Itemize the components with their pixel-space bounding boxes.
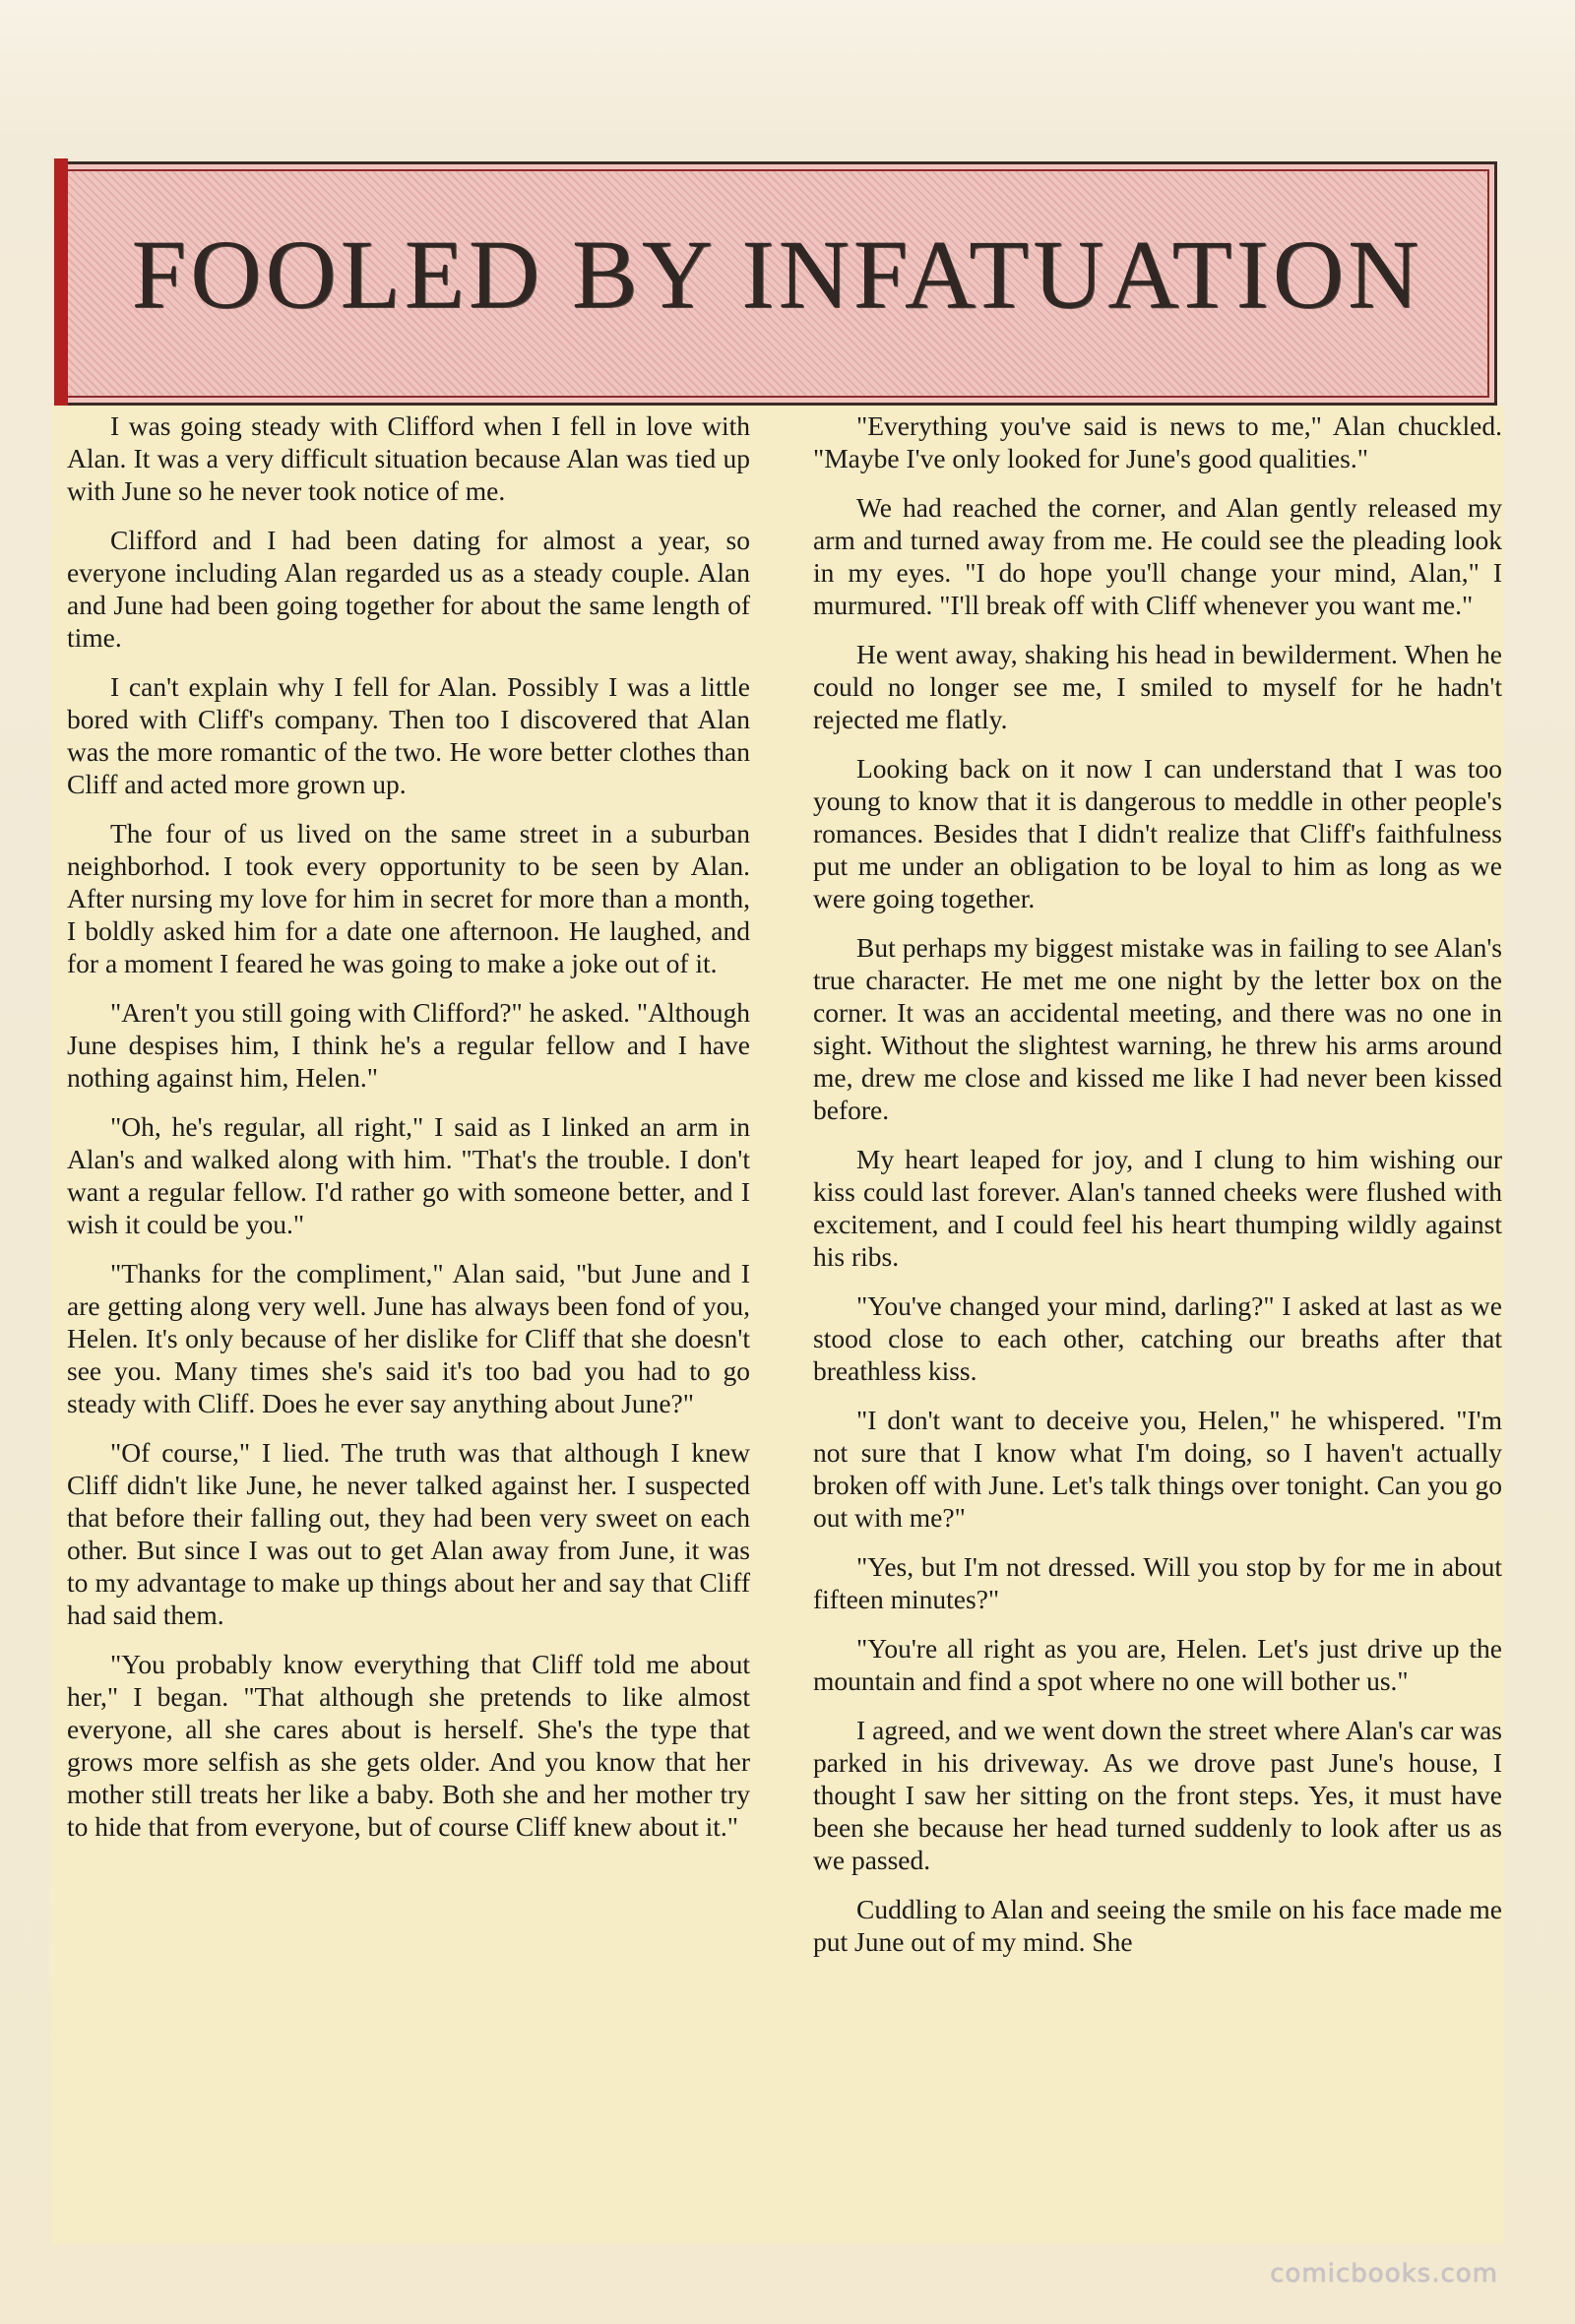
paragraph: I agreed, and we went down the street where Alan's car was parked in his driveway. As we drove past June's house, I thought I saw her sitting on the front steps. Yes, it must have been she because her head turned suddenly to look after us as we passed. bbox=[813, 1715, 1502, 1875]
paragraph: The four of us lived on the same street in a suburban neighborhod. I took every opportunity to be seen by Alan. After nursing my love for him in secret for more than a month, I boldly asked him for a date one afternoon. He laughed, and for a moment I feared he was going to make a joke out of it. bbox=[67, 818, 750, 978]
paragraph: Cuddling to Alan and seeing the smile on his face made me put June out of my mind. She bbox=[813, 1894, 1502, 1957]
story-title: FOOLED BY INFATUATION bbox=[131, 220, 1423, 329]
paragraph: "You probably know everything that Cliff told me about her," I began. "That although she pretends to like almost everyone, all she cares about is herself. She's the type that grows more selfish as she gets older. And you know that her mother still treats her like a baby. Both she and her mother try to hide that from everyone, but of course Cliff knew about it." bbox=[67, 1649, 750, 1842]
paragraph: "You've changed your mind, darling?" I asked at last as we stood close to each other, catching our breaths after that breathless kiss. bbox=[813, 1290, 1502, 1386]
paragraph: "Of course," I lied. The truth was that although I knew Cliff didn't like June, he never talked against her. I suspected that before their falling out, they had been very sweet on each other. But since I was out to get Alan away from June, it was to my advantage to make up things about her and say that Cliff had said them. bbox=[67, 1437, 750, 1630]
paragraph: Clifford and I had been dating for almost a year, so everyone including Alan regarded us as a steady couple. Alan and June had been going together for about the same length of time. bbox=[67, 525, 750, 653]
paragraph: "Aren't you still going with Clifford?" he asked. "Although June despises him, I think he's a regular fellow and I have nothing against him, Helen." bbox=[67, 997, 750, 1093]
title-banner bbox=[57, 161, 1497, 406]
paragraph: Looking back on it now I can understand that I was too young to know that it is dangerous to meddle in other people's romances. Besides that I didn't realize that Cliff's faithfulness put me under an obligation to be loyal to him as long as we were going together. bbox=[813, 753, 1502, 913]
paragraph: But perhaps my biggest mistake was in failing to see Alan's true character. He met me one night by the letter box on the corner. It was an accidental meeting, and there was no one in sight. Without the slightest warning, he threw his arms around me, drew me close and kissed me like I had never been kissed before. bbox=[813, 932, 1502, 1125]
paragraph: "I don't want to deceive you, Helen," he whispered. "I'm not sure that I know what I'm doing, so I haven't actually broken off with June. Let's talk things over tonight. Can you go out with me?" bbox=[813, 1405, 1502, 1533]
left-column bbox=[67, 409, 750, 1859]
paragraph: "Thanks for the compliment," Alan said, "but June and I are getting along very well. June has always been fond of you, Helen. It's only because of her dislike for Cliff that she doesn't see you. Many times she's said it's too bad you had to go steady with Cliff. Does he ever say anything about June?" bbox=[67, 1258, 750, 1418]
paragraph: "Oh, he's regular, all right," I said as I linked an arm in Alan's and walked along with him. "That's the trouble. I don't want a regular fellow. I'd rather go with someone better, and I wish it could be you." bbox=[67, 1111, 750, 1239]
paragraph: "You're all right as you are, Helen. Let's just drive up the mountain and find a spot where no one will bother us." bbox=[813, 1633, 1502, 1696]
right-column bbox=[813, 409, 1502, 1975]
paragraph: "Everything you've said is news to me," Alan chuckled. "Maybe I've only looked for June's good qualities." bbox=[813, 410, 1502, 473]
paragraph: We had reached the corner, and Alan gently released my arm and turned away from me. He could see the pleading look in my eyes. "I do hope you'll change your mind, Alan," I murmured. "I'll break off with Cliff whenever you want me." bbox=[813, 492, 1502, 620]
paragraph: I was going steady with Clifford when I fell in love with Alan. It was a very difficult situation because Alan was tied up with June so he never took notice of me. bbox=[67, 410, 750, 506]
paragraph: I can't explain why I fell for Alan. Possibly I was a little bored with Cliff's company. Then too I discovered that Alan was the more romantic of the two. He wore better clothes than Cliff and acted more grown up. bbox=[67, 671, 750, 799]
paragraph: My heart leaped for joy, and I clung to him wishing our kiss could last forever. Alan's tanned cheeks were flushed with excitement, and I could feel his heart thumping wildly against his ribs. bbox=[813, 1144, 1502, 1272]
paragraph: He went away, shaking his head in bewilderment. When he could no longer see me, I smiled to myself for he hadn't rejected me flatly. bbox=[813, 639, 1502, 734]
paragraph: "Yes, but I'm not dressed. Will you stop by for me in about fifteen minutes?" bbox=[813, 1551, 1502, 1614]
site-watermark: comicbooks.com bbox=[1270, 2259, 1498, 2289]
